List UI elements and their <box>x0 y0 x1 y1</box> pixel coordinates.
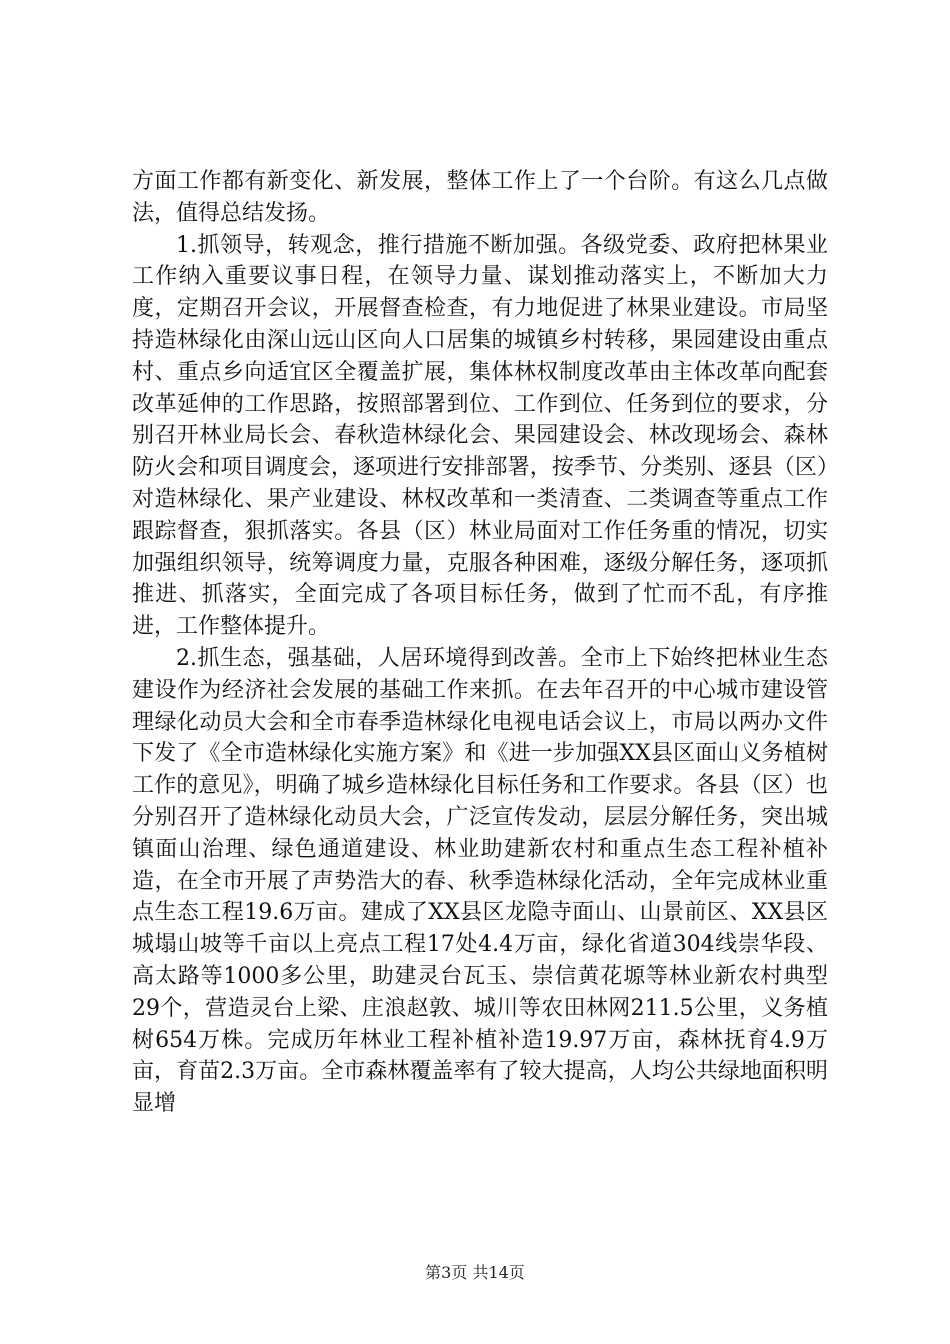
page-number: 第3页 共14页 <box>425 1263 525 1282</box>
body-text <box>132 166 828 1120</box>
paragraph-ecology: 2.抓生态，强基础，人居环境得到改善。全市上下始终把林业生态建设作为经济社会发展的基础工作来抓。在去年召开的中心城市建设管理绿化动员大会和全市春季造林绿化电视电话会议上，市局以两办文件下发了《全市造林绿化实施方案》和《进一步加强XX县区面山义务植树工作的意见》，明确了城乡造林绿化目标任务和工作要求。各县（区）也分别召开了造林绿化动员大会，广泛宣传发动，层层分解任务，突出城镇面山治理、绿色通道建设、林业助建新农村和重点生态工程补植补造，在全市开展了声势浩大的春、秋季造林绿化活动，全年完成林业重点生态工程19.6万亩。建成了XX县区龙隐寺面山、山景前区、XX县区城塌山坡等千亩以上亮点工程17处4.4万亩，绿化省道304线崇华段、高太路等1000多公里，助建灵台瓦玉、崇信黄花塬等林业新农村典型29个，营造灵台上梁、庄浪赵敦、城川等农田林网211.5公里，义务植树654万株。完成历年林业工程补植补造19.97万亩，森林抚育4.9万亩，育苗2.3万亩。全市森林覆盖率有了较大提高，人均公共绿地面积明显增 <box>132 645 828 1117</box>
paragraph-leadership: 1.抓领导，转观念，推行措施不断加强。各级党委、政府把林果业工作纳入重要议事日程，在领导力量、谋划推动落实上，不断加大力度，定期召开会议，开展督查检查，有力地促进了林果业建设。市局坚持造林绿化由深山远山区向人口居集的城镇乡村转移，果园建设由重点村、重点乡向适宜区全覆盖扩展，集体林权制度改革由主体改革向配套改革延伸的工作思路，按照部署到位、工作到位、任务到位的要求，分别召开林业局长会、春秋造林绿化会、果园建设会、林改现场会、森林防火会和项目调度会，逐项进行安排部署，按季节、分类别、逐县（区）对造林绿化、果产业建设、林权改革和一类清查、二类调查等重点工作跟踪督查，狠抓落实。各县（区）林业局面对工作任务重的情况，切实加强组织领导，统筹调度力量，克服各种困难，逐级分解任务，逐项抓推进、抓落实，全面完成了各项目标任务，做到了忙而不乱，有序推进，工作整体提升。 <box>132 232 828 640</box>
paragraph-continuation: 方面工作都有新变化、新发展，整体工作上了一个台阶。有这么几点做法，值得总结发扬。 <box>132 169 828 226</box>
